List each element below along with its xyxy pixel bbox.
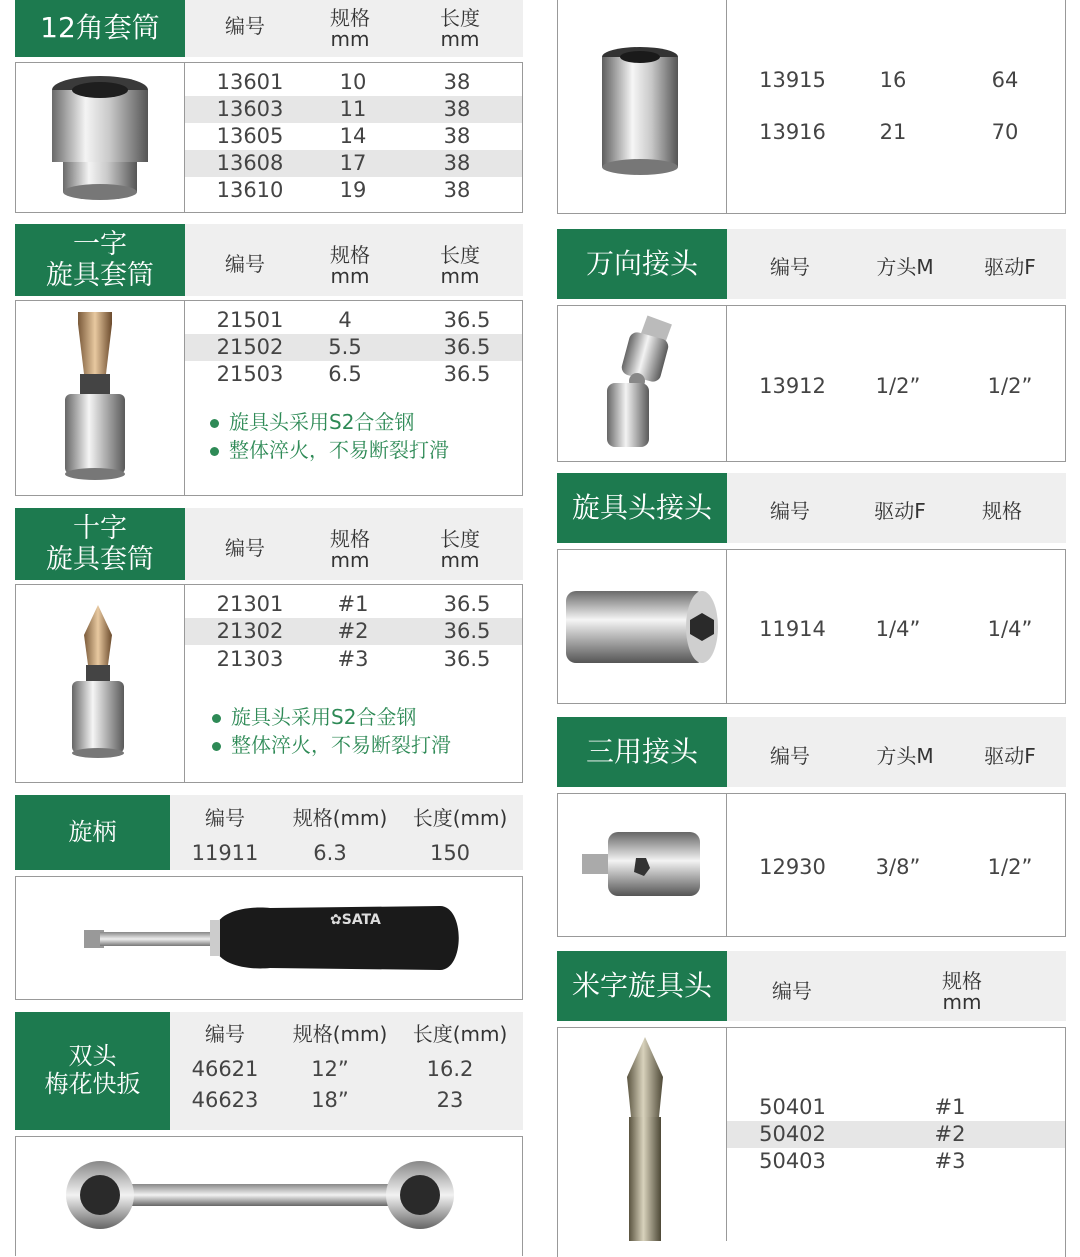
bit-adapter-image [562,585,724,669]
bullet-icon [210,419,219,428]
sflat-col-spec: 规格 mm [330,243,370,288]
table-row: 13601 10 38 [216,70,471,94]
suni-col-f: 驱动F [984,255,1036,279]
table-row: 46621 12” 16.2 [191,1057,474,1081]
shandle-col-spec: 规格(mm) [292,806,388,830]
table-row: 13608 17 38 [185,150,522,177]
table-row: 21502 5.5 36.5 [185,334,522,361]
table-row: 13610 19 38 [216,178,471,202]
s12-col-len: 长度 mm [440,6,480,51]
swrench-col-spec: 规格(mm) [292,1022,388,1046]
suni-f: 1/2” [987,374,1033,398]
table-row: 13605 14 38 [216,124,471,148]
shandle-title: 旋柄 [15,795,170,870]
swrench-title: 双头 梅花快扳 [15,1012,170,1130]
sata-logo: ✿SATA [330,912,381,928]
sflat-note-2: 整体淬火，不易断裂打滑 [210,436,449,464]
sbit-title: 旋具头接头 [557,473,727,543]
table-row: 21301 #1 36.5 [216,592,491,616]
suni-m: 1/2” [875,374,921,398]
stri-m: 3/8” [875,855,921,879]
sflat-note-1: 旋具头采用S2合金钢 [210,408,414,436]
s12-col-code: 编号 [225,14,265,38]
socket-12pt-image [45,72,155,202]
bullet-icon [212,742,221,751]
ratchet-wrench-image [60,1160,460,1230]
three-way-adapter-image [578,828,704,900]
s12-col-spec: 规格 mm [330,6,370,51]
bullet-icon [212,714,221,723]
table-row: 50402 #2 [727,1121,1065,1148]
scross-note-2: 整体淬火，不易断裂打滑 [212,731,451,759]
stop-r2-len: 70 [991,120,1019,144]
sflat-col-len: 长度 mm [440,243,480,288]
s12-title: 12角套筒 [15,0,185,57]
scross-note-1: 旋具头采用S2合金钢 [212,703,416,731]
sbit-f: 1/4” [875,617,921,641]
table-row: 21303 #3 36.5 [216,647,491,671]
sflat-col-code: 编号 [225,252,265,276]
stri-col-f: 驱动F [984,744,1036,768]
sph-col-spec: 规格 mm [942,969,982,1014]
stop-r1-len: 64 [991,68,1019,92]
swrench-col-len: 长度(mm) [412,1022,508,1046]
stop-r2-code: 13916 [759,120,826,144]
suni-code: 13912 [759,374,826,398]
stri-title: 三用接头 [557,717,727,787]
table-row: 50401 #1 [759,1095,966,1119]
table-row: 11911 6.3 150 [191,841,471,865]
stop-divider [726,0,727,214]
suni-title: 万向接头 [557,229,727,299]
suni-divider [726,305,727,462]
sbit-divider [726,549,727,704]
sph-title: 米字旋具头 [557,951,727,1021]
suni-col-m: 方头M [876,255,934,279]
stop-r2-spec: 21 [879,120,907,144]
table-row: 13603 11 38 [185,96,522,123]
scross-title: 十字 旋具套筒 [15,508,185,580]
swrench-col-code: 编号 [205,1022,245,1046]
scross-col-spec: 规格 mm [330,527,370,572]
shandle-col-len: 长度(mm) [412,806,508,830]
table-row: 21501 4 36.5 [216,308,491,332]
sflat-title: 一字 旋具套筒 [15,224,185,296]
spinner-handle-image [80,900,470,980]
sph-col-code: 编号 [772,979,812,1003]
bullet-icon [210,447,219,456]
stri-col-m: 方头M [876,744,934,768]
shandle-col-code: 编号 [205,806,245,830]
sbit-col-code: 编号 [770,499,810,523]
stri-f: 1/2” [987,855,1033,879]
scross-col-code: 编号 [225,536,265,560]
stri-divider [726,793,727,937]
universal-joint-image [595,315,685,455]
flat-bit-socket-image [60,312,130,487]
stri-code: 12930 [759,855,826,879]
scross-col-len: 长度 mm [440,527,480,572]
stop-r1-code: 13915 [759,68,826,92]
suni-col-code: 编号 [770,255,810,279]
table-row: 21302 #2 36.5 [185,618,522,645]
stri-col-code: 编号 [770,744,810,768]
phillips-bit-image [615,1037,675,1241]
deep-socket-image [595,45,685,180]
sbit-col-f: 驱动F [874,499,926,523]
sbit-spec: 1/4” [987,617,1033,641]
sbit-col-spec: 规格 [982,499,1022,523]
table-row: 21503 6.5 36.5 [216,362,491,386]
table-row: 46623 18” 23 [191,1088,464,1112]
table-row: 50403 #3 [759,1149,966,1173]
stop-r1-spec: 16 [879,68,907,92]
phillips-bit-socket-image [68,605,128,765]
sbit-code: 11914 [759,617,826,641]
